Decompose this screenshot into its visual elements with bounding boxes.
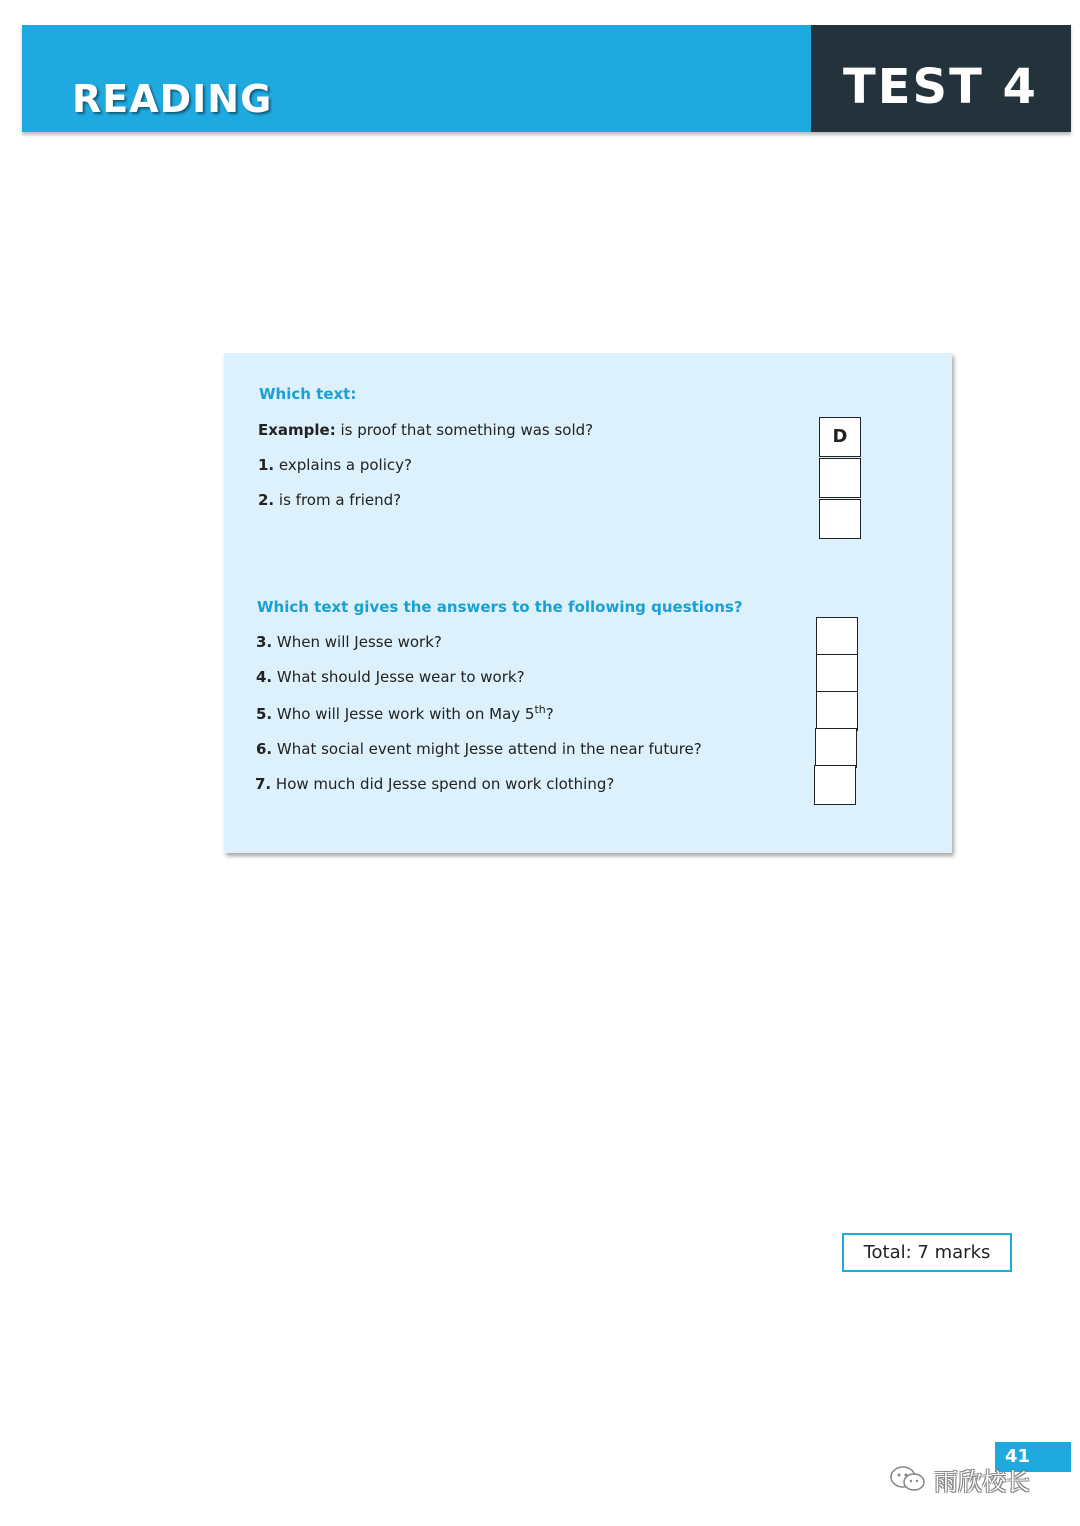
watermark-text: 雨欣校长 xyxy=(934,1467,1030,1496)
question-text: When will Jesse work? xyxy=(276,633,442,651)
question-1 xyxy=(258,456,412,474)
section2-instruction: Which text gives the answers to the following questions? xyxy=(257,598,743,616)
question-text: What social event might Jesse attend in the near future? xyxy=(276,740,702,758)
question-3 xyxy=(256,633,442,651)
answer-box-2[interactable] xyxy=(819,499,861,539)
example-answer-box: D xyxy=(819,417,861,457)
question-number: 6. xyxy=(256,740,273,758)
question-5 xyxy=(256,703,554,723)
section1-instruction: Which text: xyxy=(259,385,357,403)
question-number: 5. xyxy=(256,705,273,723)
answer-box-6[interactable] xyxy=(815,728,857,768)
question-number: 2. xyxy=(258,491,275,509)
answer-box-4[interactable] xyxy=(816,654,858,694)
question-text: How much did Jesse spend on work clothing? xyxy=(275,775,615,793)
question-4 xyxy=(256,668,525,686)
question-2 xyxy=(258,491,401,509)
question-6 xyxy=(256,740,702,758)
question-number: 1. xyxy=(258,456,275,474)
watermark xyxy=(888,1462,1030,1496)
wechat-icon xyxy=(888,1464,928,1494)
question-text: is from a friend? xyxy=(278,491,402,509)
question-7 xyxy=(255,775,614,793)
test-label: TEST 4 xyxy=(843,59,1038,115)
page-number: 41 xyxy=(995,1442,1071,1472)
question-text: explains a policy? xyxy=(278,456,412,474)
example-question xyxy=(258,421,593,439)
question-panel xyxy=(224,353,952,853)
ordinal-suffix: th xyxy=(534,703,546,716)
answer-box-7[interactable] xyxy=(814,765,856,805)
example-text: is proof that something was sold? xyxy=(340,421,594,439)
example-label: Example: xyxy=(258,421,336,439)
question-text: What should Jesse wear to work? xyxy=(276,668,525,686)
question-number: 7. xyxy=(255,775,272,793)
question-number: 4. xyxy=(256,668,273,686)
answer-box-1[interactable] xyxy=(819,458,861,498)
section-title: READING xyxy=(72,77,273,121)
test-label-block xyxy=(811,25,1071,132)
answer-box-5[interactable] xyxy=(816,691,858,731)
question-mark: ? xyxy=(545,705,554,723)
total-marks-box: Total: 7 marks xyxy=(842,1233,1012,1272)
question-number: 3. xyxy=(256,633,273,651)
question-text: Who will Jesse work with on May 5 xyxy=(276,705,535,723)
header-banner xyxy=(22,25,1071,132)
answer-box-3[interactable] xyxy=(816,617,858,657)
